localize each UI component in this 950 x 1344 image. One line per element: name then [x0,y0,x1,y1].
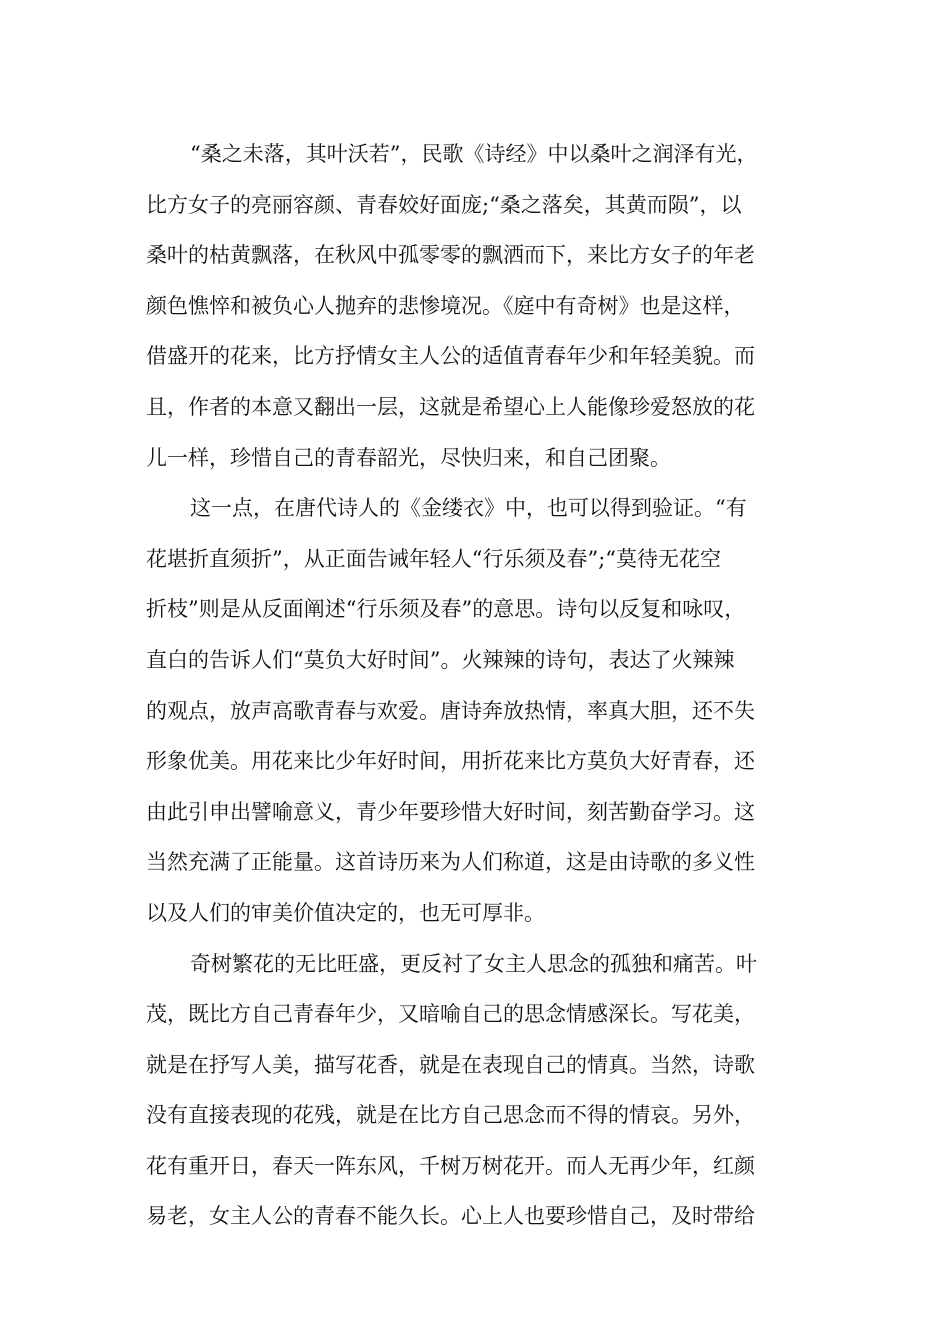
paragraph-line: 没有直接表现的花残，就是在比方自己思念而不得的情哀。另外， [146,1103,755,1128]
paragraph-line: 比方女子的亮丽容颜、青春姣好面庞;“桑之落矣，其黄而陨”，以 [146,192,742,217]
paragraph-2 [146,483,846,938]
paragraph-line: 颜色憔悴和被负心人抛弃的悲惨境况。《庭中有奇树》也是这样， [146,293,745,318]
paragraph-1 [146,129,846,483]
paragraph-line: 易老，女主人公的青春不能久长。心上人也要珍惜自己，及时带给 [146,1204,755,1229]
paragraph-3 [146,939,846,1243]
paragraph-line: 桑叶的枯黄飘落，在秋风中孤零零的飘洒而下，来比方女子的年老 [146,243,755,268]
paragraph-line: 直白的告诉人们“莫负大好时间”。火辣辣的诗句，表达了火辣辣 [146,647,735,672]
paragraph-line: 茂，既比方自己青春年少，又暗喻自己的思念情感深长。写花美， [146,1002,755,1027]
paragraph-line: 花有重开日，春天一阵东风，千树万树花开。而人无再少年，红颜 [146,1153,755,1178]
paragraph-line: 借盛开的花来，比方抒情女主人公的适值青春年少和年轻美貌。而 [146,344,755,369]
paragraph-line: 当然充满了正能量。这首诗历来为人们称道，这是由诗歌的多义性 [146,850,755,875]
paragraph-line: 儿一样，珍惜自己的青春韶光，尽快归来，和自己团聚。 [146,445,671,470]
paragraph-line: 的观点，放声高歌青春与欢爱。唐诗奔放热情，率真大胆，还不失 [146,698,755,723]
paragraph-line: 折枝”则是从反面阐述“行乐须及春”的意思。诗句以反复和咏叹， [146,597,746,622]
paragraph-line: 就是在抒写人美，描写花香，就是在表现自己的情真。当然，诗歌 [146,1052,755,1077]
paragraph-line: 形象优美。用花来比少年好时间，用折花来比方莫负大好青春，还 [146,749,755,774]
paragraph-line: 这一点，在唐代诗人的《金缕衣》中，也可以得到验证。“有 [190,496,747,521]
paragraph-line: 花堪折直须折”，从正面告诫年轻人“行乐须及春”;“莫待无花空 [146,546,722,571]
paragraph-line: 以及人们的审美价值决定的，也无可厚非。 [146,900,545,925]
paragraph-line: “桑之未落，其叶沃若”，民歌《诗经》中以桑叶之润泽有光， [190,142,758,166]
article-body [146,129,846,1242]
paragraph-line: 且，作者的本意又翻出一层，这就是希望心上人能像珍爱怒放的花 [146,394,755,419]
paragraph-line: 由此引申出譬喻意义，青少年要珍惜大好时间，刻苦勤奋学习。这 [146,799,755,824]
paragraph-line: 奇树繁花的无比旺盛，更反衬了女主人思念的孤独和痛苦。叶 [190,951,757,976]
